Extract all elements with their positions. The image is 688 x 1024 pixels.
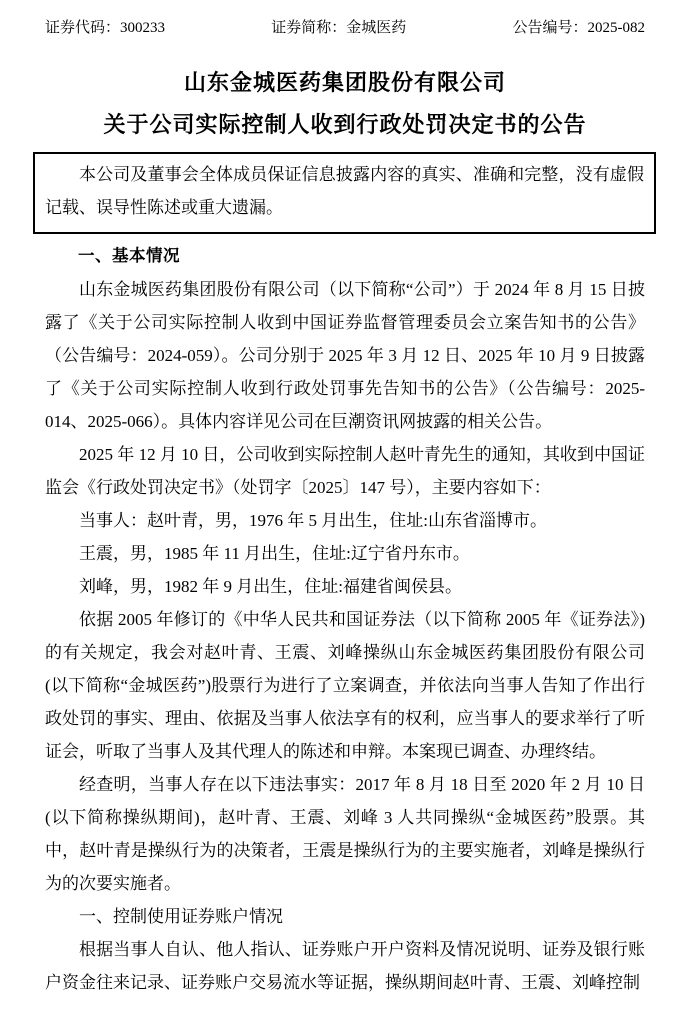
body-paragraph-party-zhaoyeqing: 当事人：赵叶青，男，1976 年 5 月出生，住址:山东省淄博市。 [79,511,547,530]
document-header [45,18,645,38]
disclaimer-box [33,152,656,234]
body-subheading-account-control: 一、控制使用证券账户情况 [79,907,283,926]
body-paragraph-disclosure-history: 山东金城医药集团股份有限公司（以下简称“公司”）于 2024 年 8 月 15 日披露了《关于公司实际控制人收到中国证券监督管理委员会立案告知书的公告》（公告编号：2024-059）。公司分别于 2025 年 3 月 12 日、2025 年 10 月 9 日披露了《关于公司实际控制人收到行政处罚事先告知书的公告》（公告编号：2025-014、2025-066）。具体内容详见公司在巨潮资讯网披露的相关公告。 [45,280,645,431]
stock-short-name-text: 证券简称：金城医药 [271,20,407,36]
body-paragraph-evidence: 根据当事人自认、他人指认、证券账户开户资料及情况说明、证券及银行账户资金往来记录、证券账户交易流水等证据，操纵期间赵叶青、王震、刘峰控制 [45,940,645,992]
body-paragraph-party-liufeng: 刘峰，男，1982 年 9 月出生，住址:福建省闽侯县。 [79,577,462,596]
announcement-number-text: 公告编号：2025-082 [512,20,645,36]
section-heading-basic-info: 一、基本情况 [78,247,180,265]
body-paragraph-investigation: 依据 2005 年修订的《中华人民共和国证券法（以下简称 2005 年《证券法》)的有关规定，我会对赵叶青、王震、刘峰操纵山东金城医药集团股份有限公司(以下简称“金城医药”)股票行为进行了立案调查，并依法向当事人告知了作出行政处罚的事实、理由、依据及当事人依法享有的权利，应当事人的要求举行了听证会，听取了当事人及其代理人的陈述和申辩。本案现已调查、办理终结。 [45,610,645,761]
body-paragraph-penalty-notice: 2025 年 12 月 10 日，公司收到实际控制人赵叶青先生的通知，其收到中国证监会《行政处罚决定书》（处罚字〔2025〕147 号），主要内容如下： [45,445,645,497]
body-paragraph-violation-facts: 经查明，当事人存在以下违法事实：2017 年 8 月 18 日至 2020 年 2 月 10 日(以下简称操纵期间)，赵叶青、王震、刘峰 3 人共同操纵“金城医药”股票。其中，赵叶青是操纵行为的决策者，王震是操纵行为的主要实施者，刘峰是操纵行为的次要实施者。 [45,775,645,893]
document-body [45,240,645,999]
announcement-title: 关于公司实际控制人收到行政处罚决定书的公告 [103,112,587,137]
stock-code-text: 证券代码：300233 [45,20,166,36]
disclaimer-text: 本公司及董事会全体成员保证信息披露内容的真实、准确和完整，没有虚假记载、误导性陈述或重大遗漏。 [45,165,644,217]
company-title: 山东金城医药集团股份有限公司 [183,70,506,95]
body-paragraph-party-wangzhen: 王震，男，1985 年 11 月出生，住址:辽宁省丹东市。 [79,544,470,563]
